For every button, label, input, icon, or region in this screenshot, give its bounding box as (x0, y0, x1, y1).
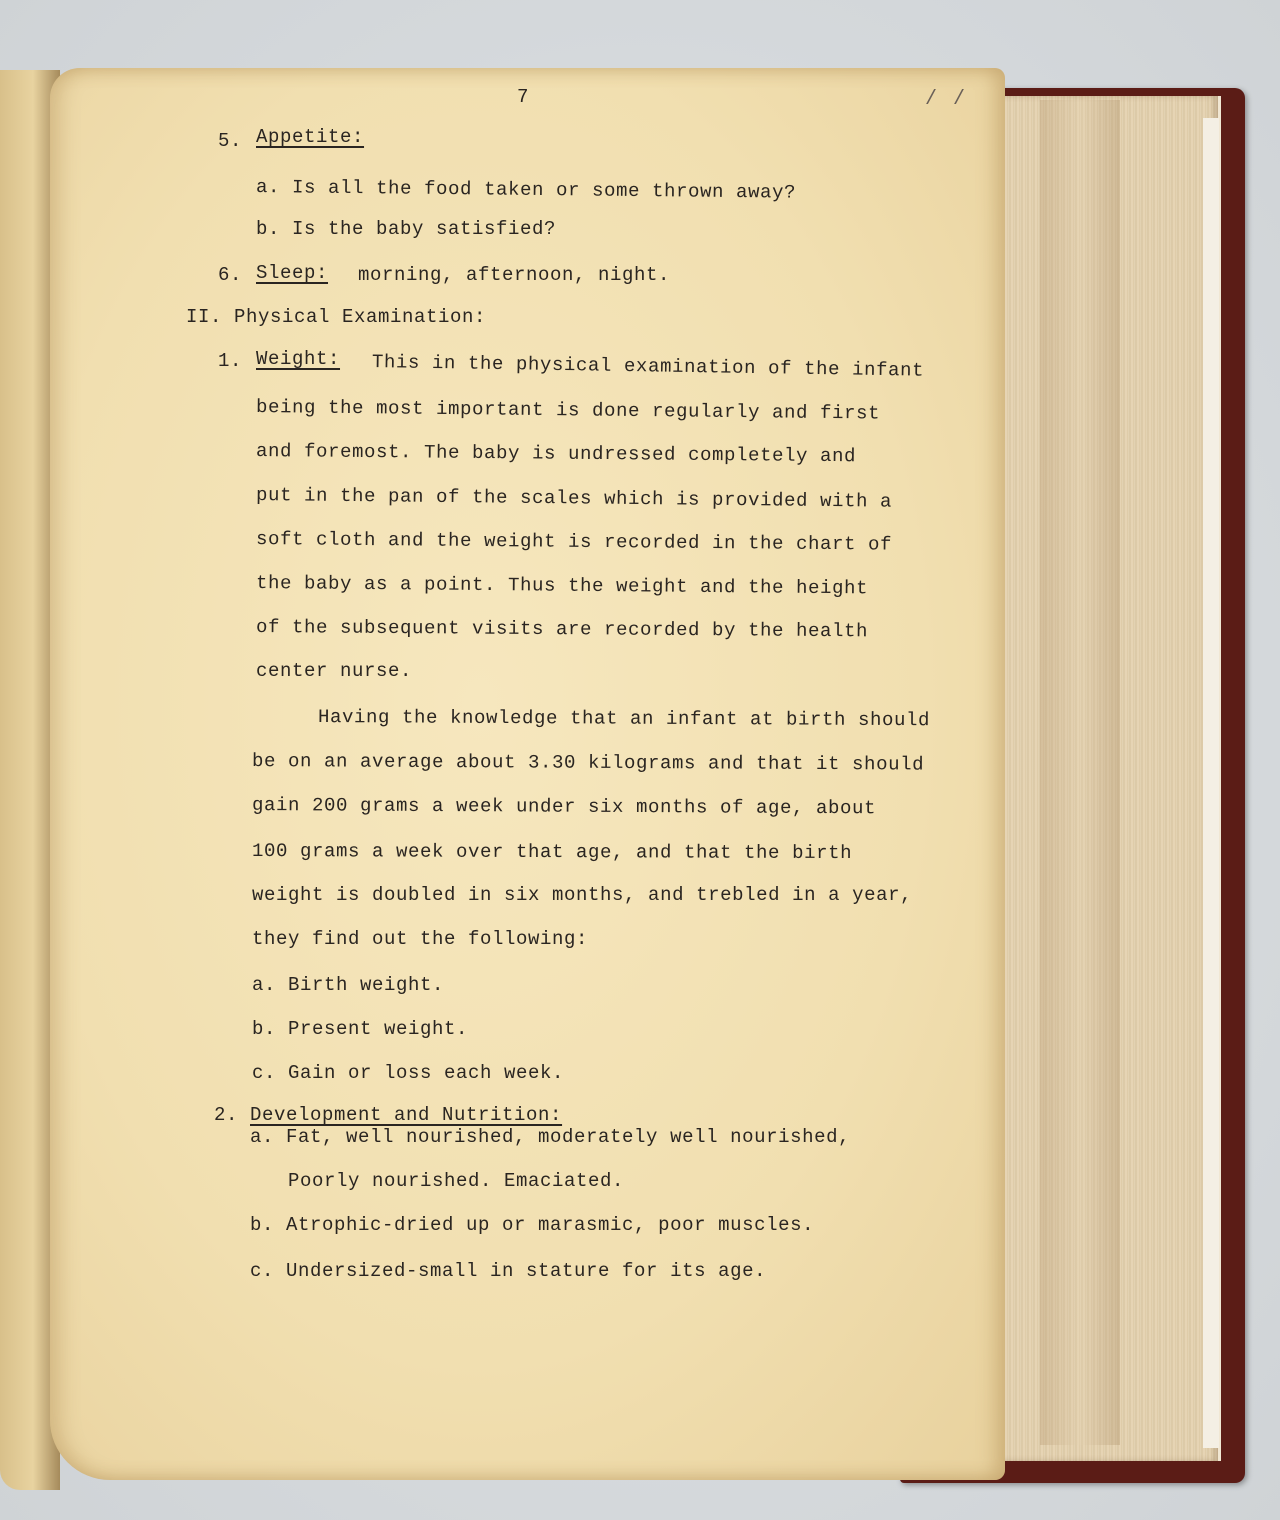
development-item-b: b. Atrophic-dried up or marasmic, poor muscles. (250, 1214, 815, 1236)
appetite-item-a: a. Is all the food taken or some thrown away? (255, 176, 797, 204)
weight-line-2: being the most important is done regularly and first (255, 396, 881, 425)
appetite-heading: Appetite: (256, 126, 365, 148)
weight-line-8: center nurse. (256, 660, 413, 682)
sleep-number: 6. (218, 264, 243, 286)
weight-line-6: the baby as a point. Thus the weight and the height (255, 572, 869, 600)
page-number: 7 (517, 86, 530, 108)
page-edge-shading (1040, 100, 1120, 1445)
appetite-item-b: b. Is the baby satisfied? (256, 218, 557, 240)
weight-line-7: of the subsequent visits are recorded by the health (255, 616, 869, 643)
weight-para2-line-5: weight is doubled in six months, and trebled in a year, (252, 884, 913, 906)
development-item-a-line-1: a. Fat, well nourished, moderately well nourished, (250, 1126, 851, 1148)
weight-line-4: put in the pan of the scales which is provided with a (255, 484, 893, 513)
weight-para2-line-6: they find out the following: (252, 928, 589, 950)
physical-exam-heading: II. Physical Examination: (186, 306, 487, 328)
weight-item-b: b. Present weight. (252, 1018, 469, 1040)
development-item-c: c. Undersized-small in stature for its age. (250, 1260, 767, 1282)
development-item-a-line-2: Poorly nourished. Emaciated. (288, 1170, 625, 1192)
weight-item-c: c. Gain or loss each week. (252, 1062, 565, 1084)
weight-line-1: This in the physical examination of the infant (371, 351, 925, 382)
development-number: 2. (214, 1104, 239, 1126)
sleep-text: morning, afternoon, night. (358, 264, 671, 286)
weight-line-5: soft cloth and the weight is recorded in the chart of (255, 528, 893, 556)
endpaper-strip (1203, 118, 1219, 1448)
weight-item-a: a. Birth weight. (252, 974, 445, 996)
weight-heading: Weight: (256, 348, 341, 370)
weight-para2-line-4: 100 grams a week over that age, and that the birth (251, 840, 853, 865)
sleep-heading: Sleep: (256, 262, 329, 284)
appetite-number: 5. (218, 130, 243, 152)
weight-para2-line-2: be on an average about 3.30 kilograms and that it should (251, 750, 925, 776)
corner-pencil-mark: / / (925, 88, 968, 111)
weight-para2-line-1: Having the knowledge that an infant at birth should (317, 706, 931, 732)
weight-para2-line-3: gain 200 grams a week under six months of age, about (251, 794, 877, 820)
development-heading: Development and Nutrition: (250, 1104, 563, 1126)
weight-line-3: and foremost. The baby is undressed completely and (255, 440, 857, 468)
weight-number: 1. (218, 350, 243, 372)
